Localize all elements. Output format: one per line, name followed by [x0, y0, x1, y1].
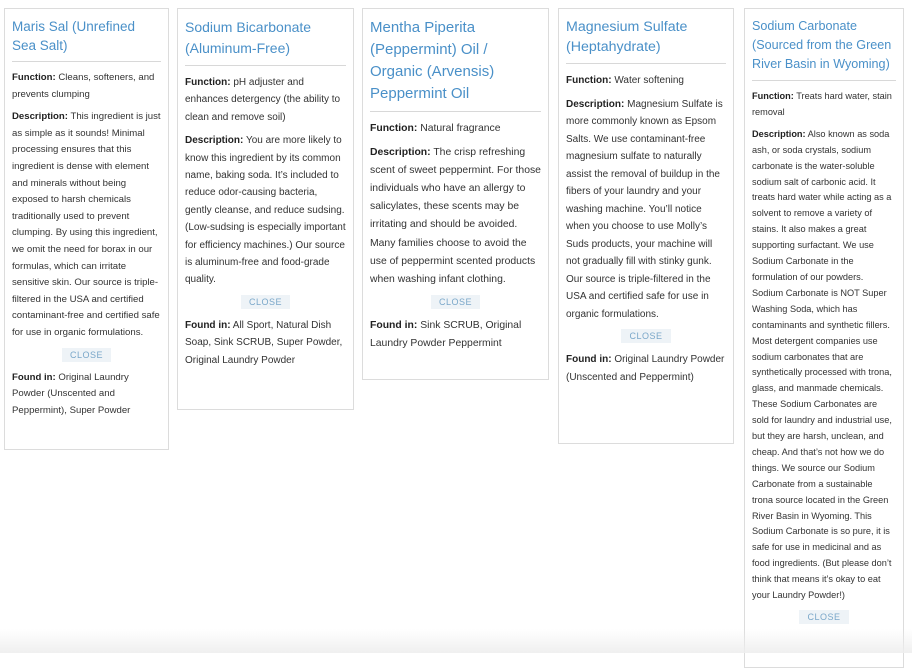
found-in-text: Found in: Original Laundry Powder (Unscented and Peppermint), Super Powder: [12, 371, 131, 416]
ingredient-card-sodium-bicarbonate: [177, 8, 354, 410]
description-text: Description: Magnesium Sulfate is more commonly known as Epsom Salts. We use contaminant-free magnesium sulfate to naturally assist the removal of buildup in the fibers of your laundry and your washing machine. You’ll notice when you choose to use Molly’s Suds products, your machine will not gradually fill with stinky gunk. Our source is triple-filtered in the USA and certified safe for use in organic formulations.: [566, 98, 723, 320]
description-text: Description: This ingredient is just as simple as it sounds! Minimal processing ensures that this ingredient is dense with element and minerals without being exposed to harsh chemicals traditionally used to prevent clumping. By using this ingredient, we omit the need for borax in our formulas, which can irritate sensitive skin. Our source is triple-filtered in the USA and certified contaminant-free and certified safe for use in organic formulations.: [12, 111, 161, 338]
ingredient-card-maris-sal: [4, 8, 169, 450]
ingredient-title: Sodium Bicarbonate (Aluminum-Free): [185, 19, 312, 56]
divider: [752, 80, 896, 81]
function-text: Function: pH adjuster and enhances detergency (the ability to clean and remove soil): [185, 77, 341, 123]
found-in-text: Found in: All Sport, Natural Dish Soap, Sink SCRUB, Super Powder, Original Laundry Powder: [185, 319, 343, 366]
ingredient-card-peppermint-oil: [362, 8, 549, 380]
close-button[interactable]: CLOSE: [799, 610, 848, 624]
ingredient-card-sodium-carbonate: [744, 8, 904, 668]
ingredient-title: Mentha Piperita (Peppermint) Oil / Organic (Arvensis) Peppermint Oil: [370, 19, 495, 102]
found-in-text: Found in: Original Laundry Powder (Unscented and Peppermint): [566, 354, 725, 383]
divider: [185, 65, 346, 66]
close-button[interactable]: CLOSE: [431, 295, 480, 309]
close-button[interactable]: CLOSE: [241, 295, 290, 309]
function-text: Function: Cleans, softeners, and prevents clumping: [12, 72, 155, 100]
divider: [12, 61, 161, 62]
divider: [370, 111, 541, 112]
divider: [566, 63, 726, 64]
close-button[interactable]: CLOSE: [62, 348, 111, 362]
found-in-text: Found in: Sink SCRUB, Original Laundry Powder Peppermint: [370, 319, 522, 349]
ingredient-title: Maris Sal (Unrefined Sea Salt): [12, 19, 136, 53]
function-text: Function: Natural fragrance: [370, 123, 501, 134]
ingredient-title: Magnesium Sulfate (Heptahydrate): [566, 19, 688, 55]
description-text: Description: You are more likely to know this ingredient by its common name, baking soda. It’s included to reduce odor-causing bacteria, gently cleanse, and reduce sudsing. (Low-sudsing is especially important for efficiency machines.) Our source is aluminum-free and food-grade quality.: [185, 135, 346, 286]
ingredient-title: Sodium Carbonate (Sourced from the Green River Basin in Wyoming): [752, 19, 892, 71]
description-text: Description: Also known as soda ash, or soda crystals, sodium carbonate is the water-soluble sodium salt of carbonic acid. It treats hard water while acting as a solvent to remove a variety of stains. It also makes a great supporting surfactant. We use Sodium Carbonate in the formulation of our powders. Sodium Carbonate is NOT Super Washing Soda, which has contaminants and synthetic fillers. Most detergent companies use sodium carbonates that are synthetically processed with trona, glass, and manmade chemicals. These Sodium Carbonates are sold for laundry and industrial use, but they are harsh, unclean, and cheap. And that’s not how we do things. We source our Sodium Carbonate from a sustainable trona source located in the Green River Basin in Wyoming. This Sodium Carbonate is so pure, it is safe for use in medicinal and as food ingredients. (But please don’t think that means it’s okay to eat your Laundry Powder!): [752, 128, 892, 601]
close-button[interactable]: CLOSE: [621, 329, 670, 343]
ingredient-card-magnesium-sulfate: [558, 8, 734, 444]
function-text: Function: Water softening: [566, 75, 684, 86]
function-text: Function: Treats hard water, stain removal: [752, 91, 892, 117]
description-text: Description: The crisp refreshing scent of sweet peppermint. For those individuals who have an allergy to salicylates, these scents may be irritating and should be avoided. Many families choose to avoid the use of peppermint scented products when washing infant clothing.: [370, 147, 541, 285]
